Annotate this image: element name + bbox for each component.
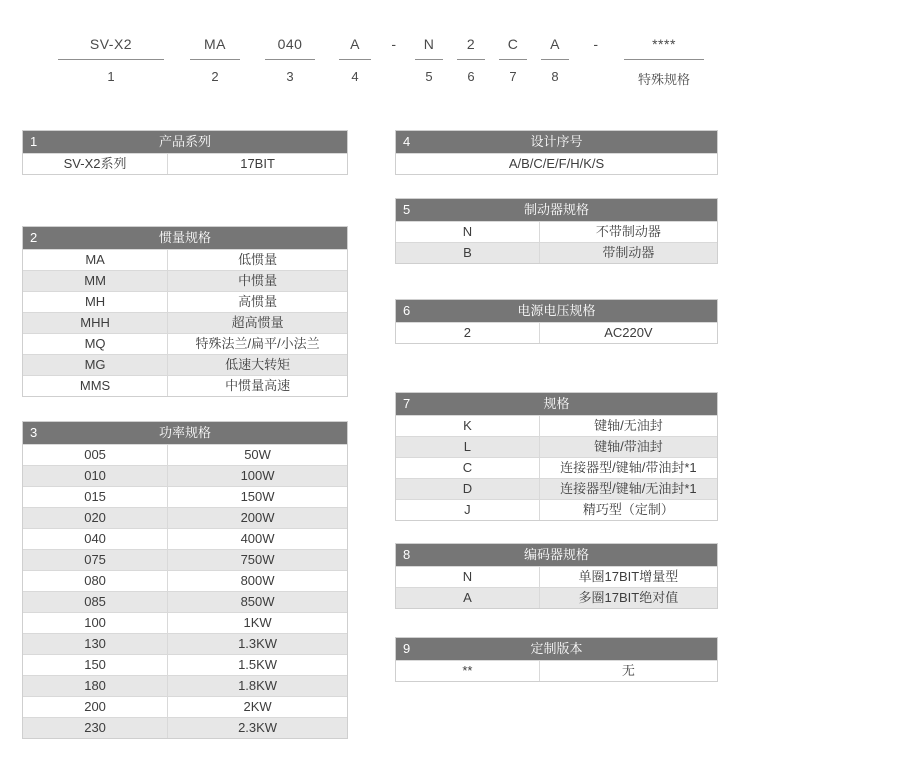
left-column	[22, 0, 348, 765]
spec-table-title: 产品系列	[158, 134, 211, 149]
spec-table-2-row	[23, 354, 347, 375]
code-segment-index: 特殊规格	[637, 72, 690, 87]
code-cell: 180	[23, 676, 168, 696]
spec-table-5	[395, 198, 718, 264]
spec-table-title: 规格	[543, 396, 570, 411]
spec-table-7-row	[396, 457, 717, 478]
spec-table-1-row	[23, 153, 347, 174]
code-cell: A/B/C/E/F/H/K/S	[508, 156, 605, 171]
spec-table-title: 功率规格	[158, 425, 211, 440]
code-cell: **	[396, 661, 540, 681]
code-segment-index: 6	[467, 69, 475, 84]
spec-table-3-row	[23, 717, 347, 738]
description-cell: 800W	[240, 573, 275, 588]
spec-table-header	[396, 544, 717, 566]
spec-table-number: 4	[403, 134, 411, 149]
description-cell: 高惯量	[238, 294, 278, 309]
code-segment-label: MA	[190, 36, 240, 60]
description-cell: 1.5KW	[238, 657, 278, 672]
spec-table-3-row	[23, 591, 347, 612]
spec-table-7-row	[396, 478, 717, 499]
spec-table-5-row	[396, 242, 717, 263]
spec-table-header	[23, 227, 347, 249]
description-cell: 无	[621, 663, 635, 678]
code-segment-label: SV-X2	[58, 36, 164, 60]
code-cell: A	[396, 588, 540, 608]
code-cell: 200	[23, 697, 168, 717]
spec-table-number: 1	[30, 134, 38, 149]
code-cell: SV-X2系列	[23, 154, 168, 174]
code-cell: 020	[23, 508, 168, 528]
code-segment-index: 2	[211, 69, 219, 84]
spec-table-8-row	[396, 566, 717, 587]
code-segment-label: -	[593, 36, 599, 52]
description-cell: 不带制动器	[595, 224, 661, 239]
spec-table-7	[395, 392, 718, 521]
spec-table-2-row	[23, 375, 347, 396]
code-cell: B	[396, 243, 540, 263]
code-cell: 2	[396, 323, 540, 343]
spec-table-number: 2	[30, 230, 38, 245]
spec-table-3-row	[23, 444, 347, 465]
code-cell: 150	[23, 655, 168, 675]
code-cell: 230	[23, 718, 168, 738]
spec-table-6-row	[396, 322, 717, 343]
spec-table-7-row	[396, 436, 717, 457]
code-segment-label: A	[339, 36, 371, 60]
code-segment-label: C	[499, 36, 527, 60]
spec-table-header	[396, 638, 717, 660]
code-cell: MM	[23, 271, 168, 291]
spec-table-2-row	[23, 291, 347, 312]
code-segment-index: 4	[351, 69, 359, 84]
spec-table-header	[396, 300, 717, 322]
spec-table-title: 制动器规格	[523, 202, 589, 217]
code-segment-index: 1	[107, 69, 115, 84]
code-cell: MQ	[23, 334, 168, 354]
code-cell: J	[396, 500, 540, 520]
description-cell: 850W	[240, 594, 275, 609]
code-cell: MG	[23, 355, 168, 375]
description-cell: 中惯量高速	[225, 378, 291, 393]
code-cell: MHH	[23, 313, 168, 333]
spec-table-title: 编码器规格	[523, 547, 589, 562]
code-segment-index: 8	[551, 69, 559, 84]
spec-table-3-row	[23, 549, 347, 570]
description-cell: 超高惯量	[231, 315, 284, 330]
code-segment-label: -	[391, 36, 397, 52]
description-cell: 单圈17BIT增量型	[578, 569, 679, 584]
spec-table-header	[396, 393, 717, 415]
spec-table-header	[23, 422, 347, 444]
description-cell: 精巧型（定制）	[582, 502, 674, 517]
spec-table-title: 惯量规格	[158, 230, 211, 245]
description-cell: 多圈17BIT绝对值	[578, 590, 679, 605]
spec-table-title: 设计序号	[530, 134, 583, 149]
description-cell: 2KW	[243, 699, 272, 714]
description-cell: 连接器型/键轴/无油封*1	[560, 481, 697, 496]
code-segment-label: A	[541, 36, 569, 60]
spec-table-header	[396, 131, 717, 153]
description-cell: 低速大转矩	[225, 357, 291, 372]
spec-table-2-row	[23, 270, 347, 291]
description-cell: 低惯量	[238, 252, 278, 267]
code-cell: 130	[23, 634, 168, 654]
spec-table-7-row	[396, 415, 717, 436]
code-cell: 005	[23, 445, 168, 465]
spec-table-2-row	[23, 333, 347, 354]
code-cell: MH	[23, 292, 168, 312]
spec-table-3-row	[23, 486, 347, 507]
spec-table-3-row	[23, 612, 347, 633]
spec-table-3-row	[23, 570, 347, 591]
spec-table-header	[396, 199, 717, 221]
spec-table-number: 6	[403, 303, 411, 318]
spec-table-number: 5	[403, 202, 411, 217]
code-cell: MA	[23, 250, 168, 270]
spec-table-header	[23, 131, 347, 153]
spec-table-4	[395, 130, 718, 175]
code-cell: C	[396, 458, 540, 478]
code-cell: MMS	[23, 376, 168, 396]
code-cell: N	[396, 222, 540, 242]
code-cell: N	[396, 567, 540, 587]
spec-table-number: 8	[403, 547, 411, 562]
spec-table-title: 定制版本	[530, 641, 583, 656]
code-cell: L	[396, 437, 540, 457]
spec-table-9	[395, 637, 718, 682]
code-cell: 040	[23, 529, 168, 549]
description-cell: 150W	[240, 489, 275, 504]
description-cell: 2.3KW	[238, 720, 278, 735]
code-segment-index: 5	[425, 69, 433, 84]
description-cell: 1KW	[243, 615, 272, 630]
description-cell: 特殊法兰/扁平/小法兰	[195, 336, 320, 351]
description-cell: 50W	[244, 447, 271, 462]
spec-table-2-row	[23, 249, 347, 270]
description-cell: 带制动器	[602, 245, 655, 260]
right-column	[395, 0, 718, 765]
description-cell: 中惯量	[238, 273, 278, 288]
spec-table-3-row	[23, 507, 347, 528]
spec-table-3-row	[23, 528, 347, 549]
spec-table-1	[22, 130, 348, 175]
spec-table-4-row	[396, 153, 717, 174]
code-segment-label: 2	[457, 36, 485, 60]
description-cell: 17BIT	[240, 156, 275, 171]
code-cell: 075	[23, 550, 168, 570]
spec-table-5-row	[396, 221, 717, 242]
spec-table-title: 电源电压规格	[517, 303, 596, 318]
code-cell: D	[396, 479, 540, 499]
spec-table-2-row	[23, 312, 347, 333]
description-cell: 100W	[240, 468, 275, 483]
code-segment-label: ****	[624, 36, 704, 60]
spec-table-number: 3	[30, 425, 38, 440]
spec-table-3-row	[23, 654, 347, 675]
spec-table-3-row	[23, 633, 347, 654]
spec-table-3	[22, 421, 348, 739]
description-cell: 1.3KW	[238, 636, 278, 651]
spec-table-number: 9	[403, 641, 411, 656]
code-segment-index: 7	[509, 69, 517, 84]
description-cell: 连接器型/键轴/带油封*1	[560, 460, 697, 475]
spec-table-3-row	[23, 675, 347, 696]
spec-table-9-row	[396, 660, 717, 681]
description-cell: 750W	[240, 552, 275, 567]
code-cell: 085	[23, 592, 168, 612]
spec-table-8-row	[396, 587, 717, 608]
spec-table-3-row	[23, 696, 347, 717]
spec-table-2	[22, 226, 348, 397]
code-cell: 100	[23, 613, 168, 633]
code-cell: 010	[23, 466, 168, 486]
code-cell: 080	[23, 571, 168, 591]
spec-table-8	[395, 543, 718, 609]
spec-table-7-row	[396, 499, 717, 520]
description-cell: 1.8KW	[238, 678, 278, 693]
spec-table-3-row	[23, 465, 347, 486]
code-segment-label: N	[415, 36, 443, 60]
description-cell: 200W	[240, 510, 275, 525]
spec-table-number: 7	[403, 396, 411, 411]
code-segment-index: 3	[286, 69, 294, 84]
spec-table-6	[395, 299, 718, 344]
description-cell: 键轴/带油封	[594, 439, 663, 454]
description-cell: 400W	[240, 531, 275, 546]
code-cell: K	[396, 416, 540, 436]
description-cell: AC220V	[604, 325, 653, 340]
code-segment-label: 040	[265, 36, 315, 60]
code-cell: 015	[23, 487, 168, 507]
description-cell: 键轴/无油封	[594, 418, 663, 433]
